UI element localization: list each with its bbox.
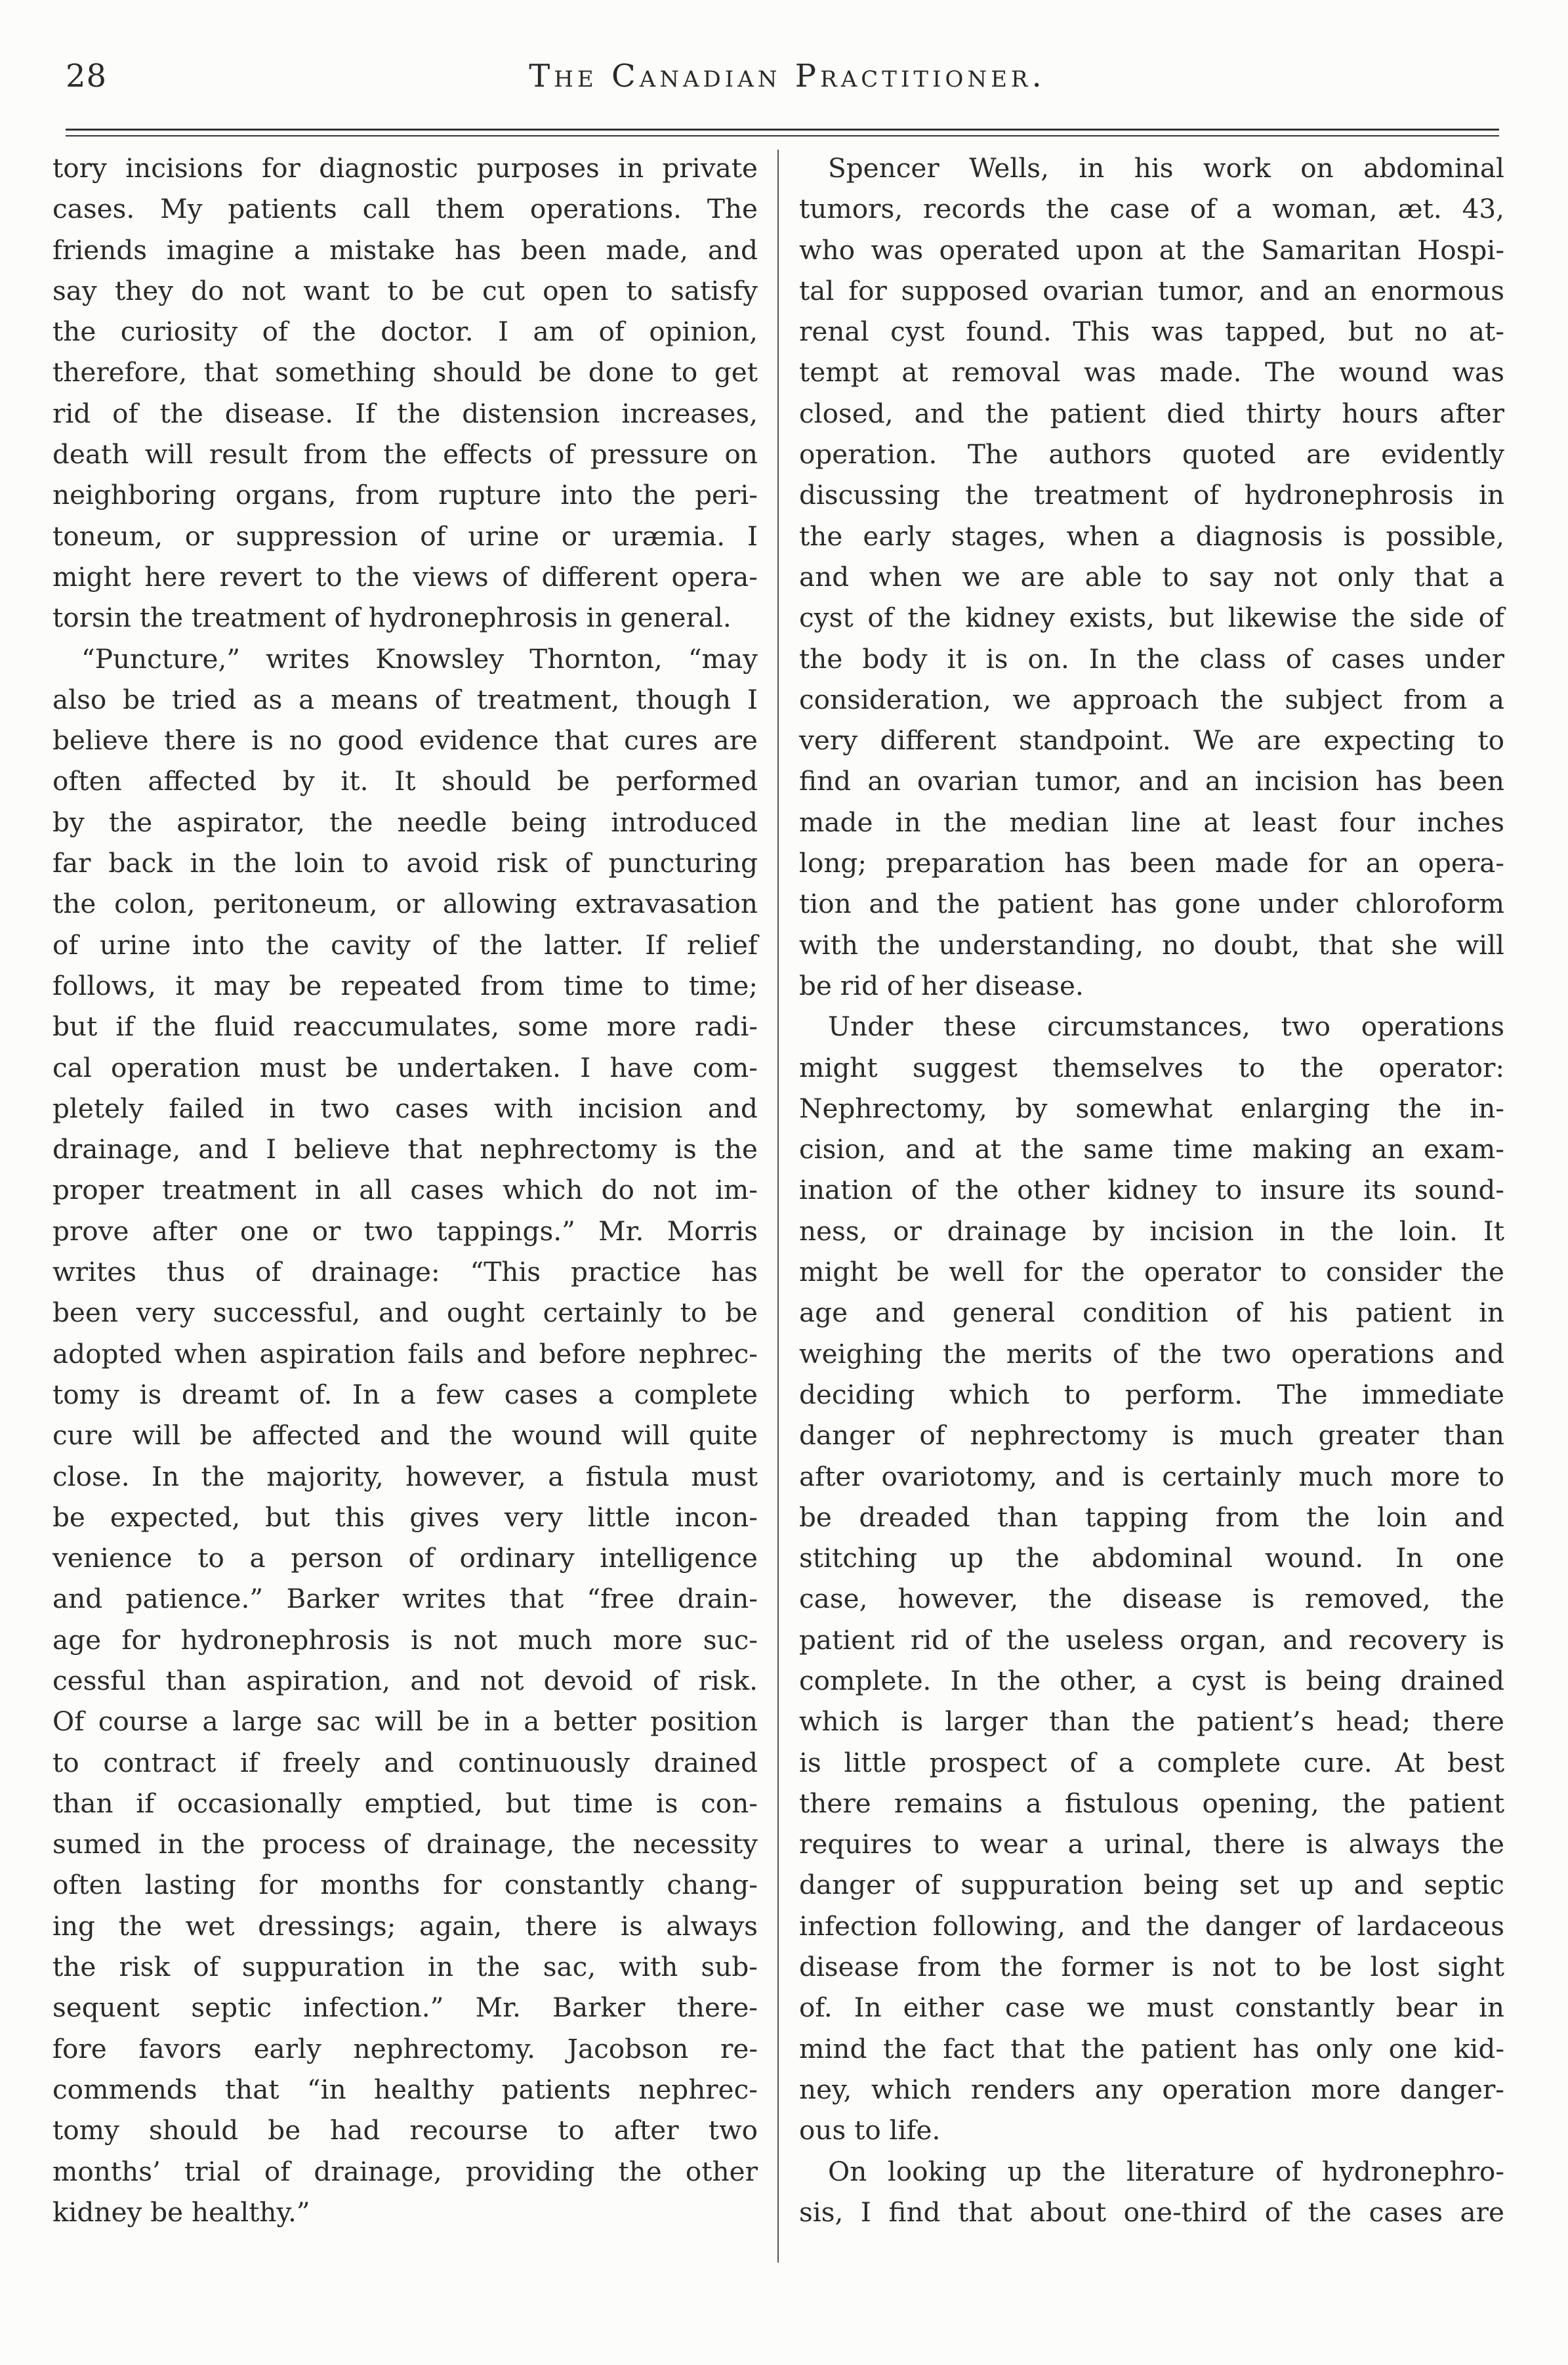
left-text-column — [52, 148, 758, 2232]
text-line: the early stages, when a diagnosis is possible, — [799, 520, 1504, 552]
text-line: than if occasionally emptied, but time is con- — [52, 1787, 758, 1819]
header-rule — [66, 129, 1499, 131]
text-line: after ovariotomy, and is certainly much more to — [799, 1460, 1504, 1492]
text-line: fore favors early nephrectomy. Jacobson re- — [52, 2032, 758, 2064]
text-line: Of course a large sac will be in a better position — [52, 1706, 758, 1738]
text-line: torsin the treatment of hydronephrosis in general. — [52, 602, 732, 634]
text-line: therefore, that something should be done to get — [52, 356, 758, 388]
text-line: Spencer Wells, in his work on abdominal — [828, 152, 1504, 184]
text-line: prove after one or two tappings.” Mr. Morris — [52, 1215, 758, 1247]
text-line: but if the fluid reaccumulates, some more radi- — [52, 1011, 758, 1043]
text-line: the colon, peritoneum, or allowing extravasation — [52, 888, 758, 920]
text-line: Nephrectomy, by somewhat enlarging the in- — [799, 1092, 1504, 1124]
text-line: cision, and at the same time making an exam- — [799, 1133, 1504, 1165]
text-line: tion and the patient has gone under chloroform — [799, 888, 1504, 920]
text-line: cal operation must be undertaken. I have com- — [52, 1051, 758, 1083]
text-line: ous to life. — [799, 2114, 941, 2146]
text-line: infection following, and the danger of lardaceous — [799, 1910, 1504, 1942]
text-line: ing the wet dressings; again, there is always — [52, 1910, 758, 1942]
text-line: and patience.” Barker writes that “free drain- — [52, 1583, 758, 1615]
text-line: cessful than aspiration, and not devoid of risk. — [52, 1664, 758, 1696]
text-line: stitching up the abdominal wound. In one — [799, 1542, 1504, 1574]
text-line: ness, or drainage by incision in the loin. It — [799, 1215, 1504, 1247]
text-line: danger of suppuration being set up and septic — [799, 1869, 1504, 1901]
text-line: sumed in the process of drainage, the necessity — [52, 1828, 758, 1860]
text-line: ney, which renders any operation more danger- — [799, 2073, 1504, 2105]
text-line: consideration, we approach the subject from a — [799, 683, 1504, 715]
text-line: the body it is on. In the class of cases under — [799, 642, 1504, 675]
text-line: sequent septic infection.” Mr. Barker there- — [52, 1992, 758, 2024]
text-line: patient rid of the useless organ, and recovery is — [799, 1623, 1504, 1656]
text-line: find an ovarian tumor, and an incision has been — [799, 765, 1504, 797]
text-line: rid of the disease. If the distension increases, — [52, 397, 758, 429]
page-number: 28 — [66, 58, 108, 94]
text-line: tumors, records the case of a woman, æt. 43, — [799, 193, 1504, 225]
text-line: cure will be affected and the wound will quite — [52, 1419, 758, 1452]
column-divider — [777, 150, 779, 2263]
text-line: be expected, but this gives very little incon- — [52, 1501, 758, 1533]
right-text-column — [799, 148, 1504, 2232]
text-line: toneum, or suppression of urine or uræmia. I — [52, 520, 758, 552]
text-line: death will result from the effects of pressure on — [52, 438, 758, 471]
text-line: deciding which to perform. The immediate — [799, 1378, 1504, 1410]
text-line: mind the fact that the patient has only one kid- — [799, 2032, 1504, 2064]
text-line: kidney be healthy.” — [52, 2196, 310, 2228]
text-line: months’ trial of drainage, providing the other — [52, 2155, 758, 2187]
text-line: might be well for the operator to consider the — [799, 1256, 1504, 1288]
text-line: age and general condition of his patient in — [799, 1297, 1504, 1329]
text-line: of urine into the cavity of the latter. If relief — [52, 929, 758, 961]
text-line: far back in the loin to avoid risk of puncturing — [52, 847, 758, 879]
text-line: might here revert to the views of different opera- — [52, 560, 758, 593]
text-line: renal cyst found. This was tapped, but no at- — [799, 316, 1504, 348]
text-line: danger of nephrectomy is much greater than — [799, 1419, 1504, 1452]
text-line: is little prospect of a complete cure. At best — [799, 1746, 1504, 1778]
text-line: very different standpoint. We are expecting to — [799, 724, 1504, 757]
text-line: also be tried as a means of treatment, though I — [52, 683, 758, 715]
running-head — [66, 58, 1509, 117]
text-line: which is larger than the patient’s head; there — [799, 1706, 1504, 1738]
text-line: discussing the treatment of hydronephrosis in — [799, 479, 1504, 511]
text-line: be dreaded than tapping from the loin and — [799, 1501, 1504, 1533]
text-line: say they do not want to be cut open to satisfy — [52, 274, 758, 306]
text-line: sis, I find that about one-third of the cases are — [799, 2196, 1504, 2228]
text-line: venience to a person of ordinary intelligence — [52, 1542, 758, 1574]
text-line: often affected by it. It should be performed — [52, 765, 758, 797]
text-line: long; preparation has been made for an opera- — [799, 847, 1504, 879]
text-line: case, however, the disease is removed, the — [799, 1583, 1504, 1615]
text-line: “Puncture,” writes Knowsley Thornton, “may — [81, 642, 758, 675]
text-line: friends imagine a mistake has been made, and — [52, 234, 758, 266]
text-line: cases. My patients call them operations. The — [52, 193, 758, 225]
text-line: believe there is no good evidence that cures are — [52, 724, 758, 757]
text-line: disease from the former is not to be lost sight — [799, 1951, 1504, 1983]
text-line: who was operated upon at the Samaritan Hospi- — [799, 234, 1504, 266]
text-line: made in the median line at least four inches — [799, 806, 1504, 838]
text-line: the curiosity of the doctor. I am of opinion, — [52, 316, 758, 348]
header-rule-secondary — [66, 135, 1499, 136]
text-line: weighing the merits of the two operations and — [799, 1337, 1504, 1370]
text-line: Under these circumstances, two operations — [828, 1011, 1504, 1043]
text-line: proper treatment in all cases which do not im- — [52, 1174, 758, 1206]
text-line: often lasting for months for constantly chang- — [52, 1869, 758, 1901]
text-line: neighboring organs, from rupture into the peri- — [52, 479, 758, 511]
text-line: adopted when aspiration fails and before nephrec- — [52, 1337, 758, 1370]
text-line: commends that “in healthy patients nephrec- — [52, 2073, 758, 2105]
text-line: to contract if freely and continuously drained — [52, 1746, 758, 1778]
text-line: and when we are able to say not only that a — [799, 560, 1504, 593]
text-line: cyst of the kidney exists, but likewise the side of — [799, 602, 1504, 634]
text-line: writes thus of drainage: “This practice has — [52, 1256, 758, 1288]
text-line: operation. The authors quoted are evidently — [799, 438, 1504, 471]
text-line: tempt at removal was made. The wound was — [799, 356, 1504, 388]
text-line: the risk of suppuration in the sac, with sub- — [52, 1951, 758, 1983]
text-line: been very successful, and ought certainly to be — [52, 1297, 758, 1329]
journal-title: The Canadian Practitioner. — [529, 58, 1046, 94]
text-line: closed, and the patient died thirty hours after — [799, 397, 1504, 429]
text-line: age for hydronephrosis is not much more suc- — [52, 1623, 758, 1656]
text-line: On looking up the literature of hydronephro- — [828, 2155, 1504, 2187]
text-line: there remains a fistulous opening, the patient — [799, 1787, 1504, 1819]
text-line: might suggest themselves to the operator: — [799, 1051, 1504, 1083]
text-line: by the aspirator, the needle being introduced — [52, 806, 758, 838]
text-line: be rid of her disease. — [799, 969, 1084, 1001]
text-line: pletely failed in two cases with incision and — [52, 1092, 758, 1124]
text-line: with the understanding, no doubt, that she will — [799, 929, 1504, 961]
text-line: complete. In the other, a cyst is being drained — [799, 1664, 1504, 1696]
text-line: tomy should be had recourse to after two — [52, 2114, 758, 2146]
text-line: tal for supposed ovarian tumor, and an enormous — [799, 274, 1504, 306]
text-line: close. In the majority, however, a fistula must — [52, 1460, 758, 1492]
text-line: requires to wear a urinal, there is always the — [799, 1828, 1504, 1860]
text-line: drainage, and I believe that nephrectomy is the — [52, 1133, 758, 1165]
text-line: tory incisions for diagnostic purposes in private — [52, 152, 758, 184]
text-line: of. In either case we must constantly bear in — [799, 1992, 1504, 2024]
text-line: ination of the other kidney to insure its sound- — [799, 1174, 1504, 1206]
text-line: follows, it may be repeated from time to time; — [52, 969, 758, 1001]
text-line: tomy is dreamt of. In a few cases a complete — [52, 1378, 758, 1410]
